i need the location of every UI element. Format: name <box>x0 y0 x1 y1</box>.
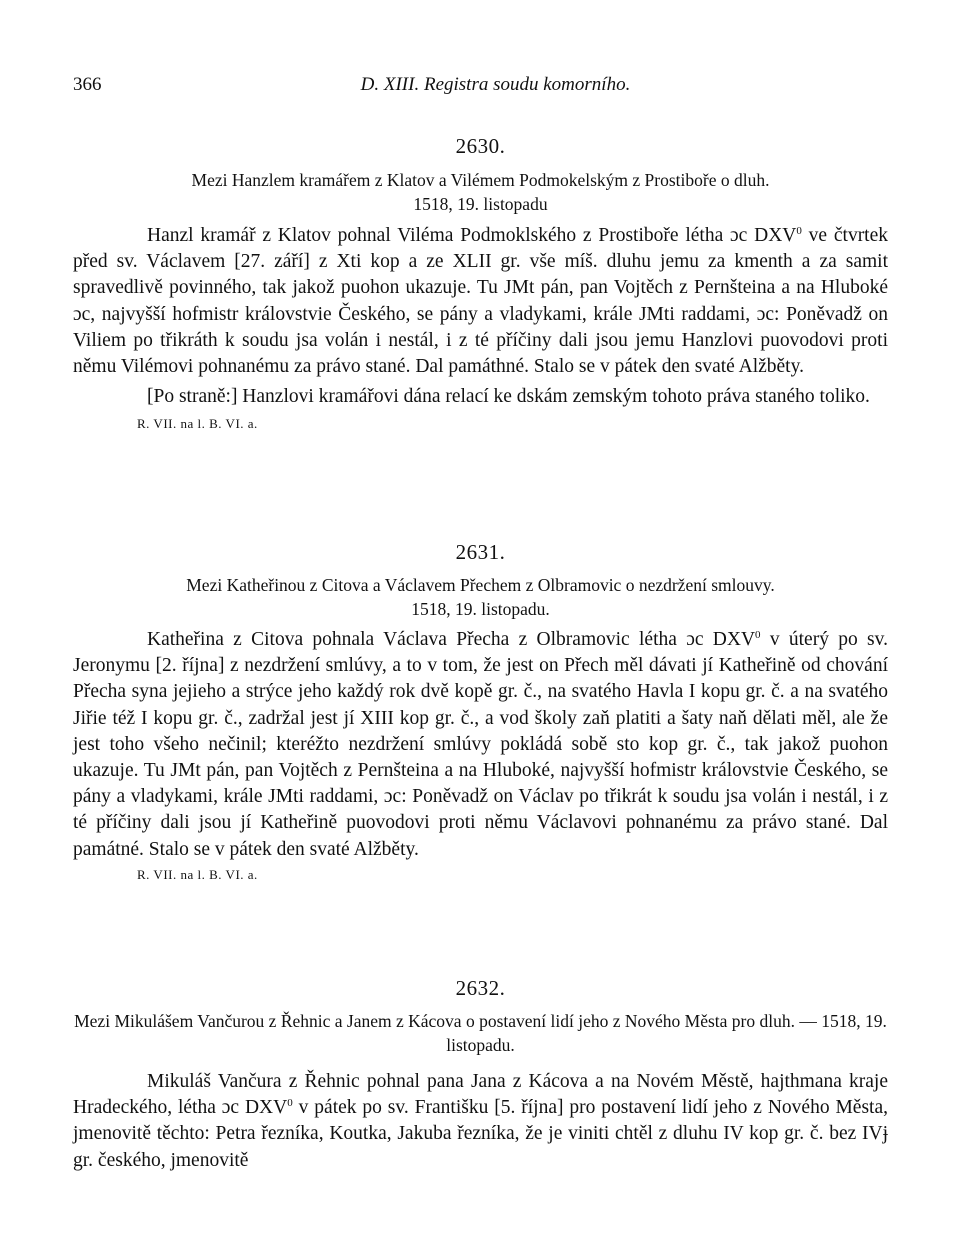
entry-number: 2630. <box>455 134 506 158</box>
entry-2631 <box>73 540 888 883</box>
superscript: 0 <box>755 629 761 641</box>
source-reference: R. VII. na l. B. VI. a. <box>137 416 258 432</box>
entry-body <box>73 223 888 380</box>
entry-date: 1518, 19. listopadu. <box>411 599 550 619</box>
entry-heading <box>73 168 888 216</box>
entry-2632 <box>73 976 888 1174</box>
body-text: Mikuláš Vančura z Řehnic pohnal pana Jana z Kácova a na Novém Městě, hajthmana kraje Hradeckého, létha ɔc DXV <box>73 1071 888 1119</box>
superscript: 0 <box>287 1097 293 1110</box>
entry-date: 1518, 19. listopadu <box>413 194 548 214</box>
source-reference: R. VII. na l. B. VI. a. <box>137 866 258 882</box>
page-number: 366 <box>73 74 102 95</box>
running-title: D. XIII. Registra soudu komorního. <box>360 74 631 95</box>
body-text: v úterý po sv. Jeronymu [2. října] z nezdržení smlúvy, a to v tom, že jest on Přech měl dávati jí Katheřině od chování Přecha syna jejieho a strýce jeho každý rok dvě kopě gr. č., na svatého Havla I kopu gr. č. a na svatého Jiřie též I kopu gr. č., zadržal jest jí XIII kop gr. č., a vod školy zaň platiti a šaty naň dělati měl, ale že jest toho všeho nečinil; kteréžto nezdržení smlúvy pokládá sobě sto kop gr. č., tak jakož puohon ukazuje. Tu JMt pán, pan Vojtěch z Pernšteina a na Hluboké, najvyšší hofmistr královstvie Českého, se pány a vladykami, krále JMti raddami, ɔc: Poněvadž on Václav po třikrát k soudu jsa volán i nestál, i z té příčiny dali jsou jí Katheřině puovodovi proti němu Václavovi pohnanému za právo stané. Dal památné. Stalo se v pátek den svaté Alžběty. <box>73 629 888 860</box>
entry-heading <box>73 1009 888 1057</box>
entry-heading-text: Mezi Mikulášem Vančurou z Řehnic a Janem z Kácova o postavení lidí jeho z Nového Města pro dluh. <box>74 1011 795 1031</box>
superscript: 0 <box>796 225 802 237</box>
body-text: Hanzl kramář z Klatov pohnal Viléma Podmoklského z Prostiboře létha ɔc DXV <box>147 225 797 246</box>
entry-body <box>73 1069 888 1174</box>
entry-heading <box>73 573 888 621</box>
entry-number: 2631. <box>455 540 506 564</box>
entry-heading-text: Mezi Katheřinou z Citova a Václavem Přechem z Olbramovic o nezdržení smlouvy. <box>186 575 775 595</box>
margin-note: [Po straně:] Hanzlovi kramářovi dána relací ke dskám zemským tohoto práva staného toliko. <box>147 386 870 408</box>
entry-2630 <box>73 134 888 432</box>
entry-heading-text: Mezi Hanzlem kramářem z Klatov a Vilémem Podmokelským z Prostiboře o dluh. <box>191 170 770 190</box>
entry-number: 2632. <box>455 976 506 1000</box>
running-header <box>73 74 888 100</box>
entry-body <box>73 627 888 863</box>
body-text: ve čtvrtek před sv. Václavem [27. září] z Xti kop a ze XLII gr. vše míš. dluhu jemu za kmenth a za samit spravedlivě povinného, tak jakož puohon ukazuje. Tu JMt pán, pan Vojtěch z Pernšteina a na Hluboké ɔc, najvyšší hofmistr královstvie Českého, se pány a vladykami, krále JMti raddami, ɔc: Poněvadž on Viliem po třikráth k soudu jsa volán i nestál, i z té příčiny dali jsou jemu Hanzlovi puovodovi proti němu Vilémovi pohnanému za právo stané. Dal památhné. Stalo se v pátek den svaté Alžběty. <box>73 225 889 378</box>
entry-date: — 1518, 19. listopadu. <box>446 1011 887 1055</box>
body-text: Katheřina z Citova pohnala Václava Přecha z Olbramovic létha ɔc DXV <box>147 629 756 650</box>
body-text: v pátek po sv. Františku [5. října] pro postavení lidí jeho z Nového Města, jmenovitě těchto: Petra řezníka, Koutka, Jakuba řezníka, že je viniti chtěl z dluhu IV kop gr. č. bez IVɉ gr. českého, jmenovitě <box>73 1097 888 1171</box>
